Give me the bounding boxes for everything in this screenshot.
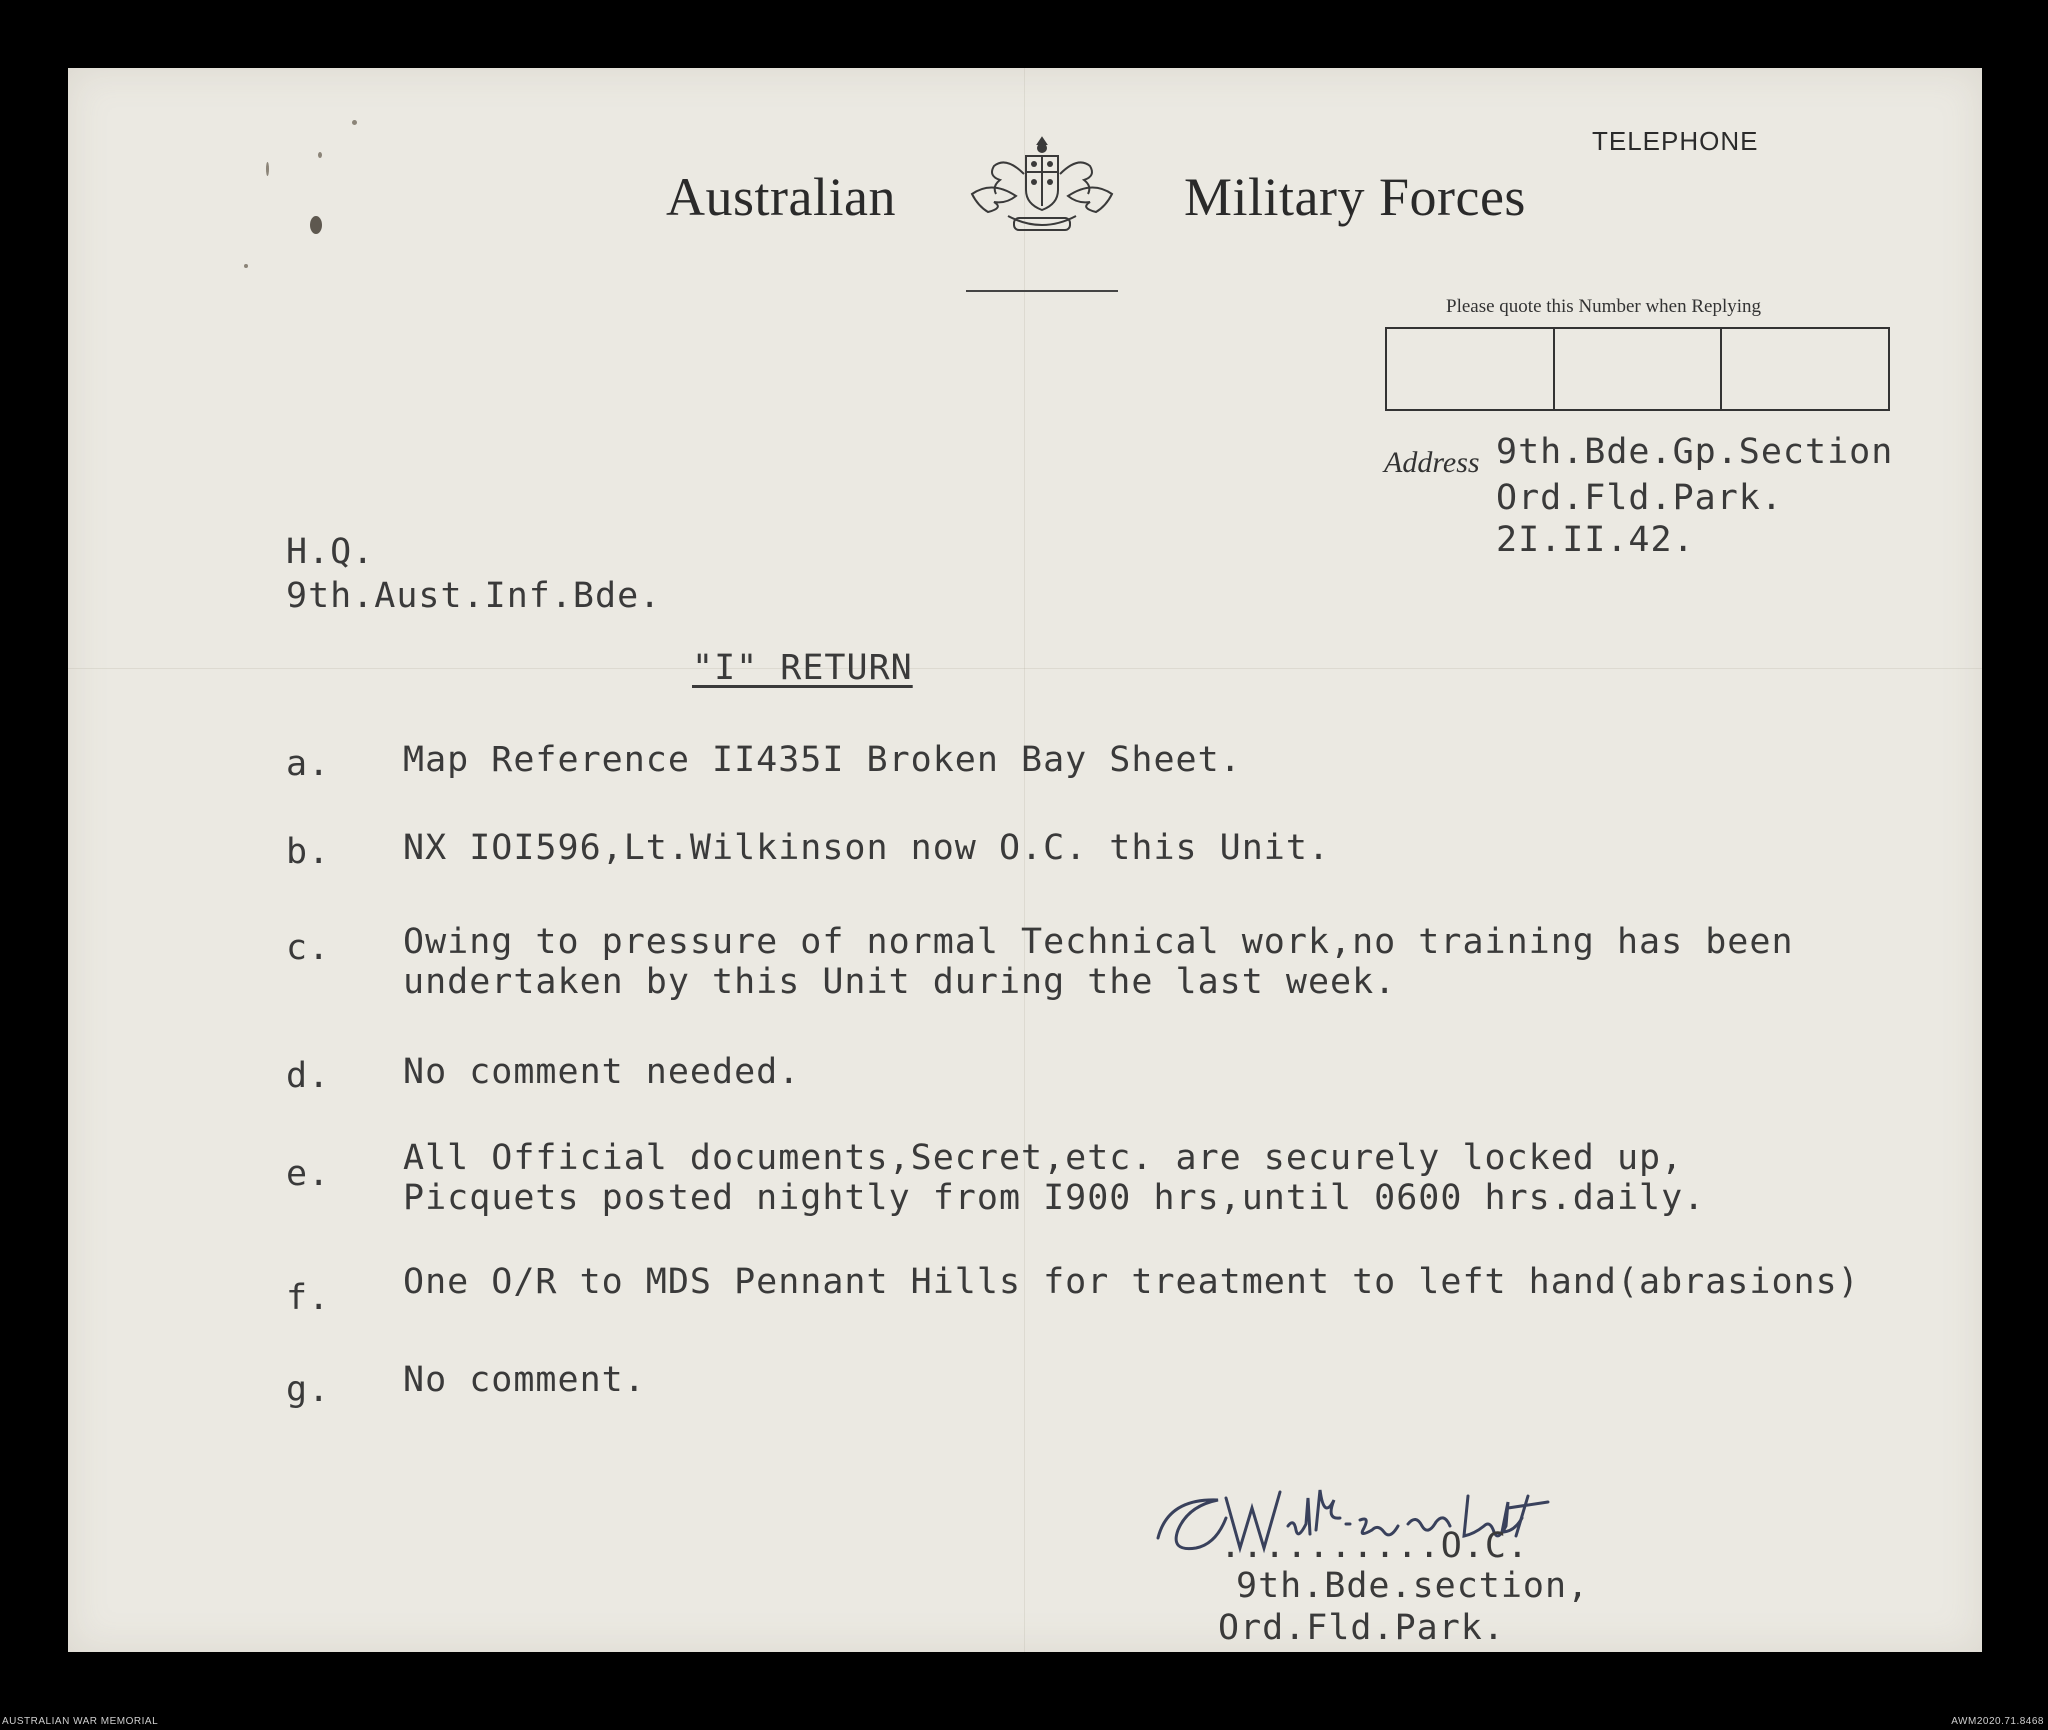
recipient-line: 9th.Aust.Inf.Bde. [286,576,662,616]
item-letter: g. [286,1370,331,1410]
address-line: Ord.Fld.Park. [1496,478,1783,518]
item-letter: e. [286,1154,331,1194]
item-letter: d. [286,1056,331,1096]
address-label: Address [1384,446,1480,479]
reference-cell [1722,329,1888,409]
document-title: "I" RETURN [692,648,913,688]
item-letter: a. [286,744,331,784]
item-letter: f. [286,1278,331,1318]
item-text: Map Reference II435I Broken Bay Sheet. [403,740,1242,780]
signature-oc: ..........O.C. [1220,1526,1530,1566]
item-text: NX IOI596,Lt.Wilkinson now O.C. this Unit. [403,828,1331,868]
paper-fold-line [68,668,1982,669]
staple-hole [244,264,248,268]
letter-sheet [68,68,1982,1652]
staple-hole [352,120,357,125]
item-letter: c. [286,928,331,968]
letterhead-rule [966,290,1118,292]
item-letter: b. [286,832,331,872]
staple-hole [318,152,322,158]
recipient-line: H.Q. [286,532,375,572]
coat-of-arms-icon [968,134,1116,244]
item-text: One O/R to MDS Pennant Hills for treatment to left hand(abrasions) [403,1262,1860,1302]
item-text: No comment. [403,1360,646,1400]
date-line: 2I.II.42. [1496,520,1695,560]
reference-cell [1555,329,1723,409]
staple-hole [266,162,269,176]
signature-park: Ord.Fld.Park. [1218,1608,1505,1648]
item-text: Owing to pressure of normal Technical work,no training has been undertaken by this Unit during the last week. [403,922,1794,1002]
staple-hole [310,216,322,234]
signature-unit: 9th.Bde.section, [1236,1566,1590,1606]
letterhead-military-forces: Military Forces [1184,167,1526,227]
footer-accession-number: AWM2020.71.8468 [1951,1716,2044,1727]
letterhead-australian: Australian [666,167,896,227]
telephone-label: TELEPHONE [1592,126,1759,156]
item-text: All Official documents,Secret,etc. are securely locked up, Picquets posted nightly from I900 hrs,until 0600 hrs.daily. [403,1138,1706,1218]
reference-number-box [1385,327,1890,411]
reference-cell [1387,329,1555,409]
footer-institution: AUSTRALIAN WAR MEMORIAL [2,1716,159,1727]
item-text: No comment needed. [403,1052,801,1092]
reference-caption: Please quote this Number when Replying [1446,296,1762,317]
address-line: 9th.Bde.Gp.Section [1496,432,1894,472]
